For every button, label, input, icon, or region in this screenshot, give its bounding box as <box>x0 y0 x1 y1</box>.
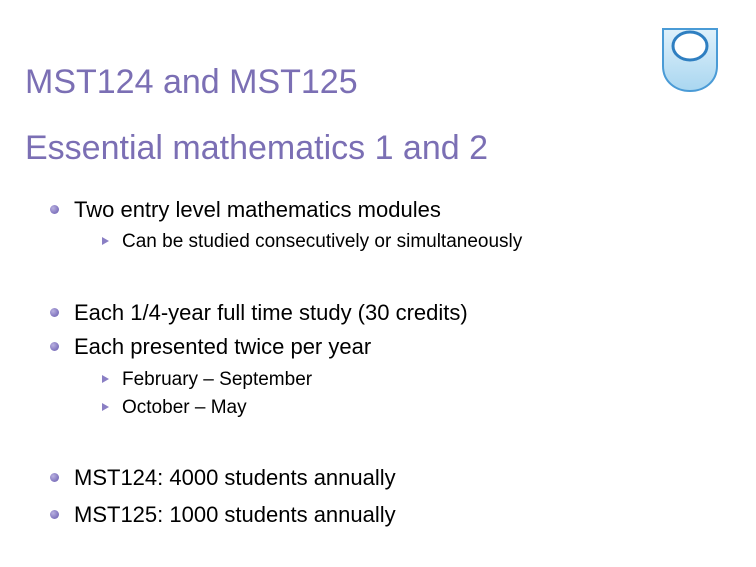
bullet-dot-icon <box>50 473 59 482</box>
bullet-dot-icon <box>50 342 59 351</box>
slide: MST124 and MST125 Essential mathematics 1 and 2 Two entry level mathematics modules Can be studied consecutively or simultaneously Each 1/4-year full time study (30 credits) Each presented twice per year February – September October – May MST124: 4000 students annually MST125: 1000 students annually <box>0 0 756 567</box>
bullet-dot-icon <box>50 308 59 317</box>
open-university-shield-icon <box>660 26 720 94</box>
triangle-bullet-icon <box>102 375 109 383</box>
slide-title-line-1: MST124 and MST125 <box>25 63 358 101</box>
triangle-bullet-icon <box>102 403 109 411</box>
bullet-dot-icon <box>50 510 59 519</box>
triangle-bullet-icon <box>102 237 109 245</box>
bullet-dot-icon <box>50 205 59 214</box>
slide-title-line-2: Essential mathematics 1 and 2 <box>25 129 489 167</box>
